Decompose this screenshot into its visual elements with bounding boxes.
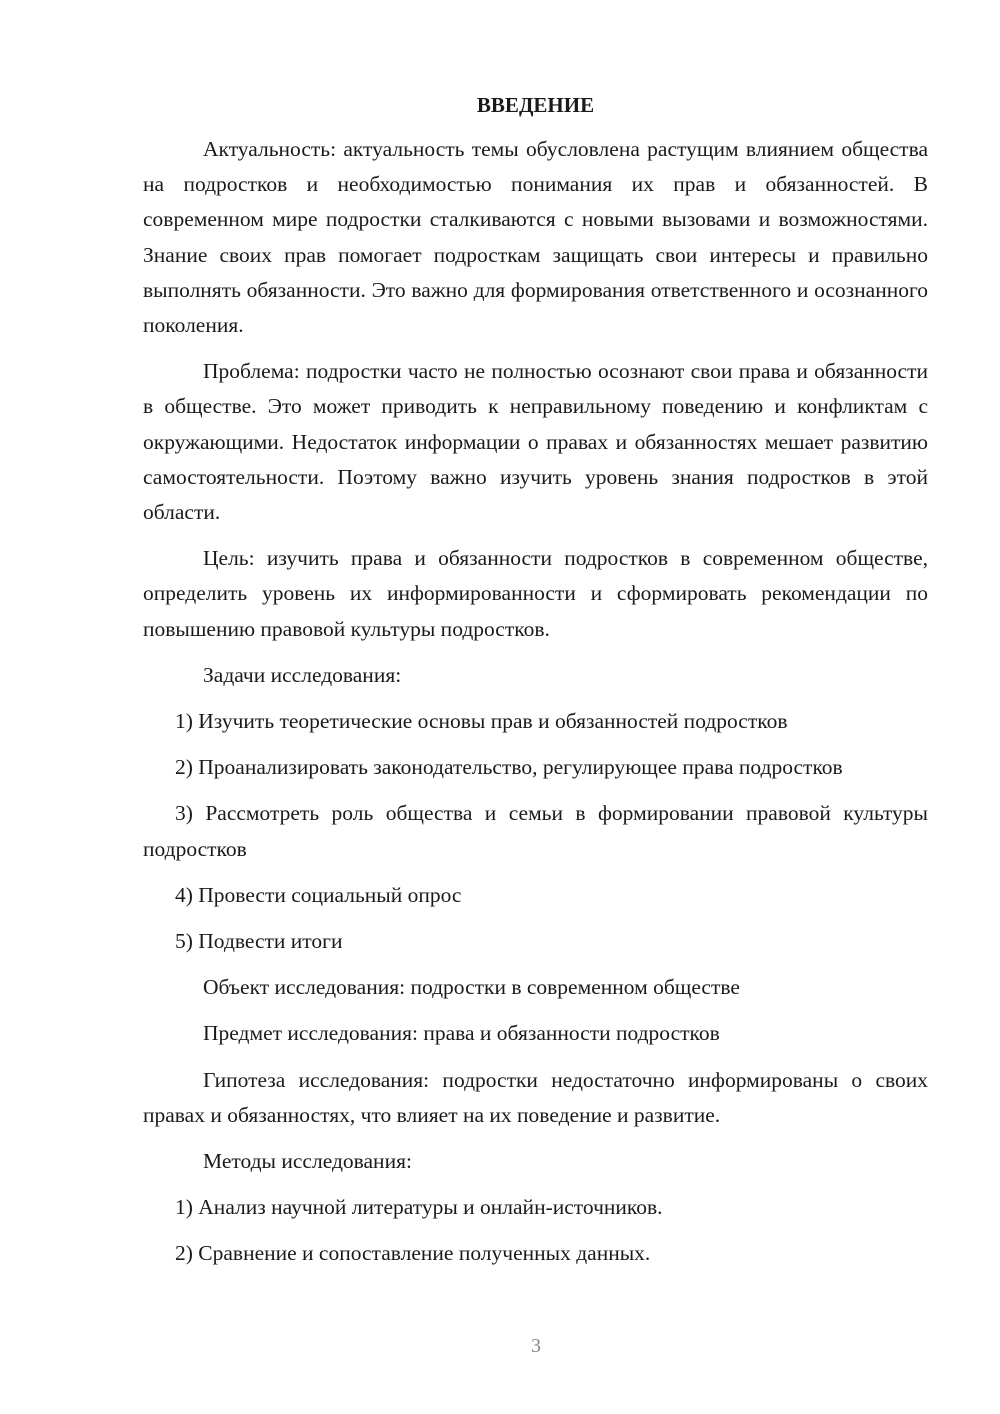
object-line: Объект исследования: подростки в современном обществе	[203, 975, 740, 1000]
goal-paragraph: Цель: изучить права и обязанности подростков в современном обществе, определить уровень их информированности и сформировать рекомендации по повышению правовой культуры подростков.	[143, 546, 928, 641]
hypothesis-paragraph: Гипотеза исследования: подростки недостаточно информированы о своих правах и обязанностях, что влияет на их поведение и развитие.	[143, 1067, 928, 1127]
method-item: 2) Сравнение и сопоставление полученных данных.	[175, 1241, 651, 1266]
task-item: 4) Провести социальный опрос	[175, 882, 462, 907]
section-title: ВВЕДЕНИЕ	[476, 93, 595, 117]
task-item: 2) Проанализировать законодательство, регулирующее права подростков	[175, 755, 843, 780]
problem-paragraph: Проблема: подростки часто не полностью осознают свои права и обязанности в обществе. Это может приводить к неправильному поведению и конфликтам с окружающими. Недостаток информации о правах и обязанностях мешает развитию самостоятельности. Поэтому важно изучить уровень знания подростков в этой области.	[143, 359, 928, 525]
methods-heading: Методы исследования:	[203, 1149, 412, 1174]
method-item: 1) Анализ научной литературы и онлайн-источников.	[175, 1195, 663, 1220]
page-number: 3	[531, 1335, 541, 1357]
task-item: 5) Подвести итоги	[175, 929, 343, 954]
relevance-paragraph: Актуальность: актуальность темы обусловлена растущим влиянием общества на подростков и необходимостью понимания их прав и обязанностей. В современном мире подростки сталкиваются с новыми вызовами и возможностями. Знание своих прав помогает подросткам защищать свои интересы и правильно выполнять обязанности. Это важно для формирования ответственного и осознанного поколения.	[143, 137, 928, 338]
task-item: 3) Рассмотреть роль общества и семьи в формировании правовой культуры подростков	[143, 801, 928, 861]
document-page	[143, 90, 928, 1283]
subject-line: Предмет исследования: права и обязанности подростков	[203, 1021, 720, 1046]
tasks-heading: Задачи исследования:	[203, 662, 402, 687]
task-item: 1) Изучить теоретические основы прав и обязанностей подростков	[175, 709, 788, 734]
